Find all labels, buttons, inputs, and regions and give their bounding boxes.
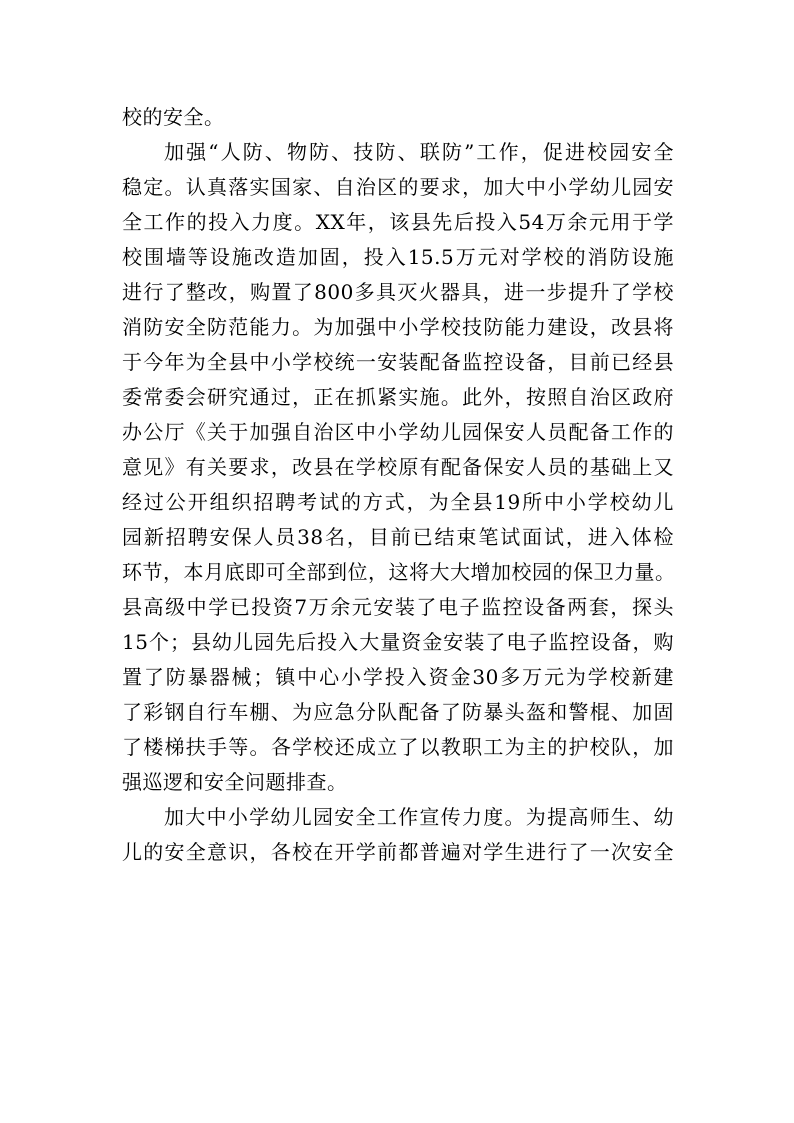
text-line: 于今年为全县中小学校统一安装配备监控设备，目前已经县 xyxy=(122,350,674,374)
paragraph-first-line: 加强“人防、物防、技防、联防”工作，促进校园安全 xyxy=(164,140,674,164)
text-line: 置了防暴器械；镇中心小学投入资金30多万元为学校新建 xyxy=(122,665,674,689)
text-line: 县高级中学已投资7万余元安装了电子监控设备两套，探头 xyxy=(122,595,674,619)
text-line: 进行了整改，购置了800多具灭火器具，进一步提升了学校 xyxy=(122,280,674,304)
paragraph-first-line: 加大中小学幼儿园安全工作宣传力度。为提高师生、幼 xyxy=(164,805,674,829)
text-line: 经过公开组织招聘考试的方式，为全县19所中小学校幼儿 xyxy=(122,490,674,514)
text-line: 了楼梯扶手等。各学校还成立了以教职工为主的护校队，加 xyxy=(122,735,674,759)
text-line: 稳定。认真落实国家、自治区的要求，加大中小学幼儿园安 xyxy=(122,175,674,199)
text-line: 15个；县幼儿园先后投入大量资金安装了电子监控设备，购 xyxy=(122,630,674,654)
text-line: 园新招聘安保人员38名，目前已结束笔试面试，进入体检 xyxy=(122,525,674,549)
text-line: 意见》有关要求，改县在学校原有配备保安人员的基础上又 xyxy=(122,455,674,479)
text-line: 强巡逻和安全问题排查。 xyxy=(122,770,348,794)
text-line: 办公厅《关于加强自治区中小学幼儿园保安人员配备工作的 xyxy=(122,420,674,444)
text-line: 委常委会研究通过，正在抓紧实施。此外，按照自治区政府 xyxy=(122,385,674,409)
text-line: 消防安全防范能力。为加强中小学校技防能力建设，改县将 xyxy=(122,315,674,339)
text-line: 了彩钢自行车棚、为应急分队配备了防暴头盔和警棍、加固 xyxy=(122,700,674,724)
body-text xyxy=(122,100,674,870)
text-line: 全工作的投入力度。XX年，该县先后投入54万余元用于学 xyxy=(122,210,674,234)
text-line: 儿的安全意识，各校在开学前都普遍对学生进行了一次安全 xyxy=(122,840,674,864)
text-line: 环节，本月底即可全部到位，这将大大增加校园的保卫力量。 xyxy=(122,560,676,584)
text-line: 校的安全。 xyxy=(122,105,225,129)
text-line: 校围墙等设施改造加固，投入15.5万元对学校的消防设施 xyxy=(122,245,674,269)
